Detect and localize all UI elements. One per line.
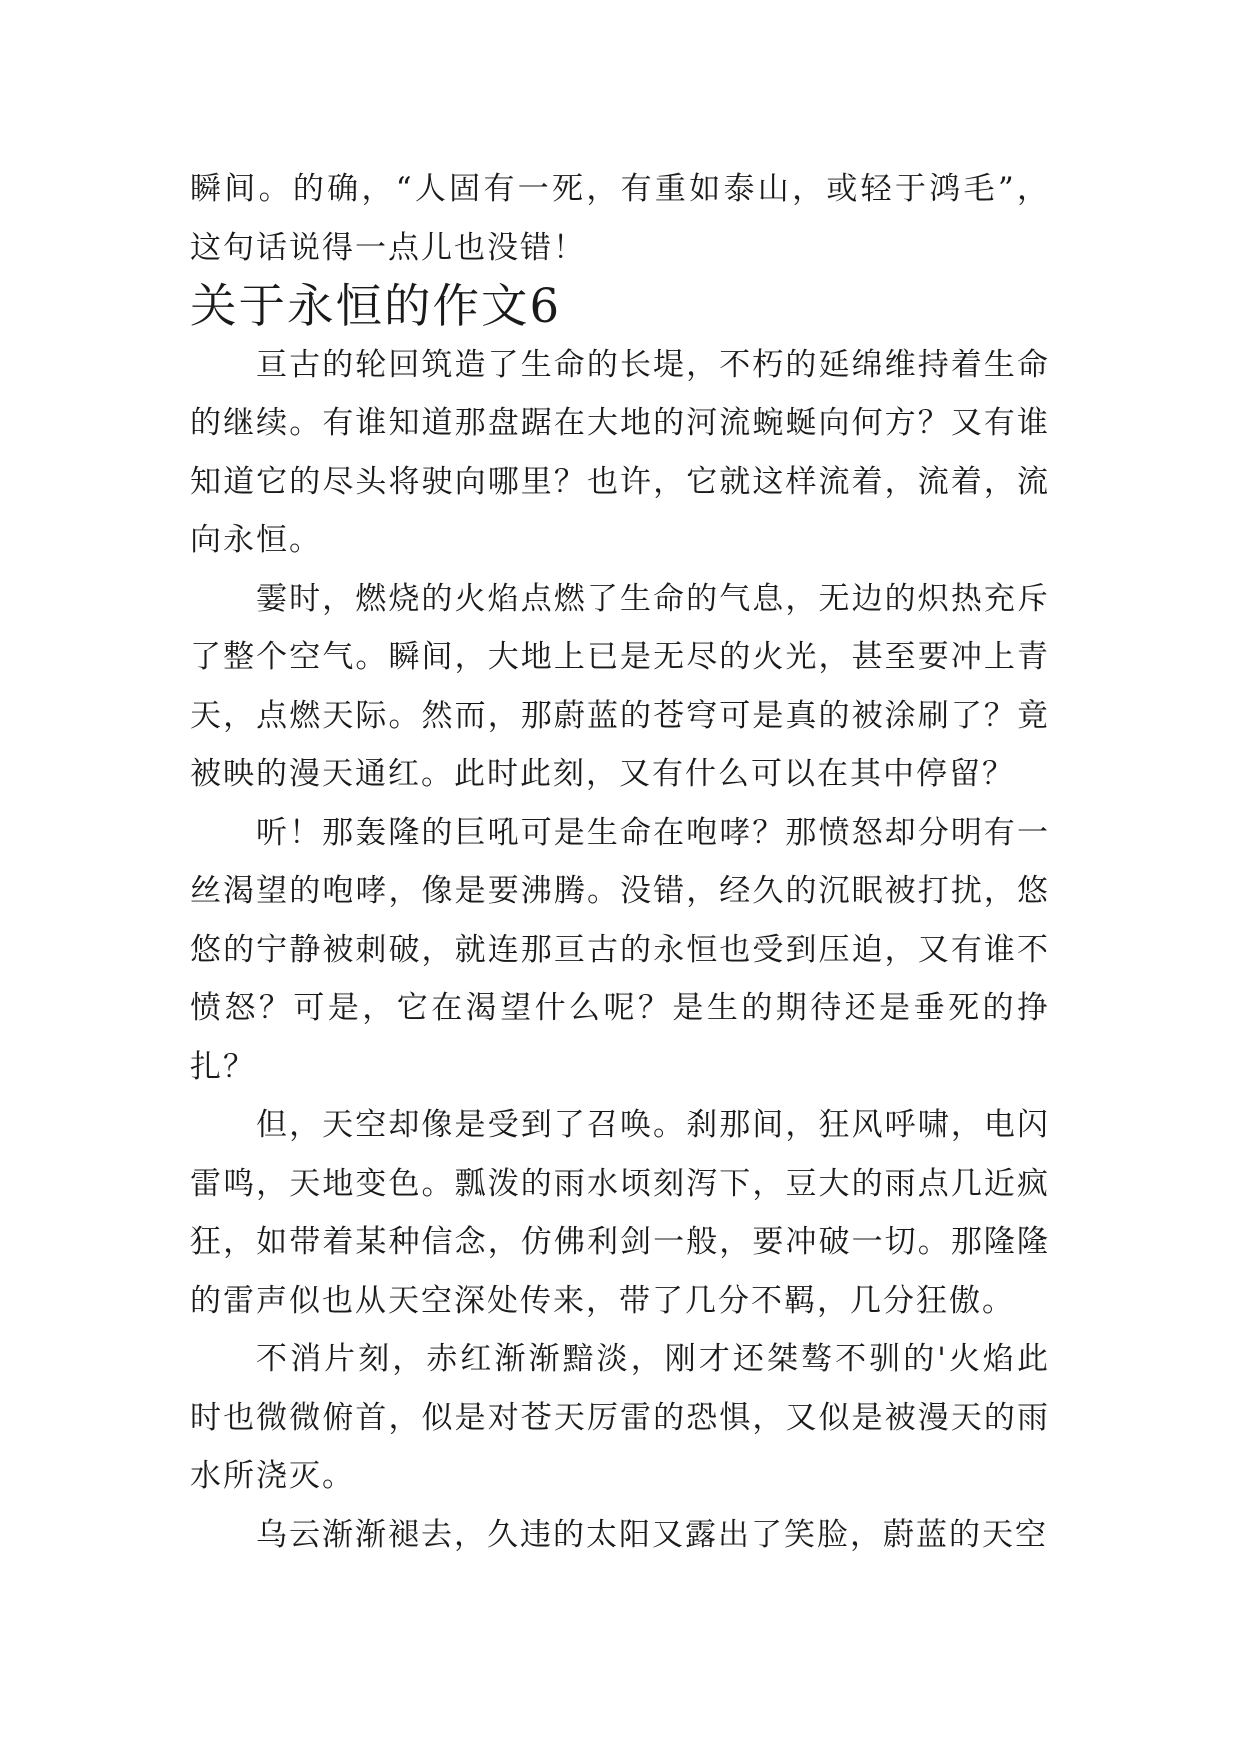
continuation-paragraph: 瞬间。的确，“人固有一死，有重如泰山，或轻于鸿毛”，这句话说得一点儿也没错！ (190, 171, 1050, 266)
paragraph-5: 不消片刻，赤红渐渐黯淡，刚才还桀骜不驯的'火焰此时也微微俯首，似是对苍天厉雷的恐惧，又似是被漫天的雨水所浇灭。 (190, 1341, 1050, 1494)
paragraph-4: 但，天空却像是受到了召唤。刹那间，狂风呼啸，电闪雷鸣，天地变色。瓢泼的雨水顷刻泻下，豆大的雨点几近疯狂，如带着某种信念，仿佛利剑一般，要冲破一切。那隆隆的雷声似也从天空深处传来，带了几分不羁，几分狂傲。 (190, 1107, 1050, 1319)
paragraph-2: 霎时，燃烧的火焰点燃了生命的气息，无边的炽热充斥了整个空气。瞬间，大地上已是无尽的火光，甚至要冲上青天，点燃天际。然而，那蔚蓝的苍穹可是真的被涂刷了？竟被映的漫天通红。此时此刻，又有什么可以在其中停留？ (190, 580, 1050, 792)
paragraph-1: 亘古的轮回筑造了生命的长堤，不朽的延绵维持着生命的继续。有谁知道那盘踞在大地的河流蜿蜒向何方？又有谁知道它的尽头将驶向哪里？也许，它就这样流着，流着，流向永恒。 (190, 346, 1050, 558)
paragraph-3: 听！那轰隆的巨吼可是生命在咆哮？那愤怒却分明有一丝渴望的咆哮，像是要沸腾。没错，经久的沉眠被打扰，悠悠的宁静被刺破，就连那亘古的永恒也受到压迫，又有谁不愤怒？可是，它在渴望什么呢？是生的期待还是垂死的挣扎？ (190, 814, 1050, 1085)
text-column (190, 160, 1050, 1564)
paragraph-6: 乌云渐渐褪去，久违的太阳又露出了笑脸，蔚蓝的天空 (256, 1516, 1048, 1553)
essay-heading: 关于永恒的作文6 (190, 279, 562, 333)
